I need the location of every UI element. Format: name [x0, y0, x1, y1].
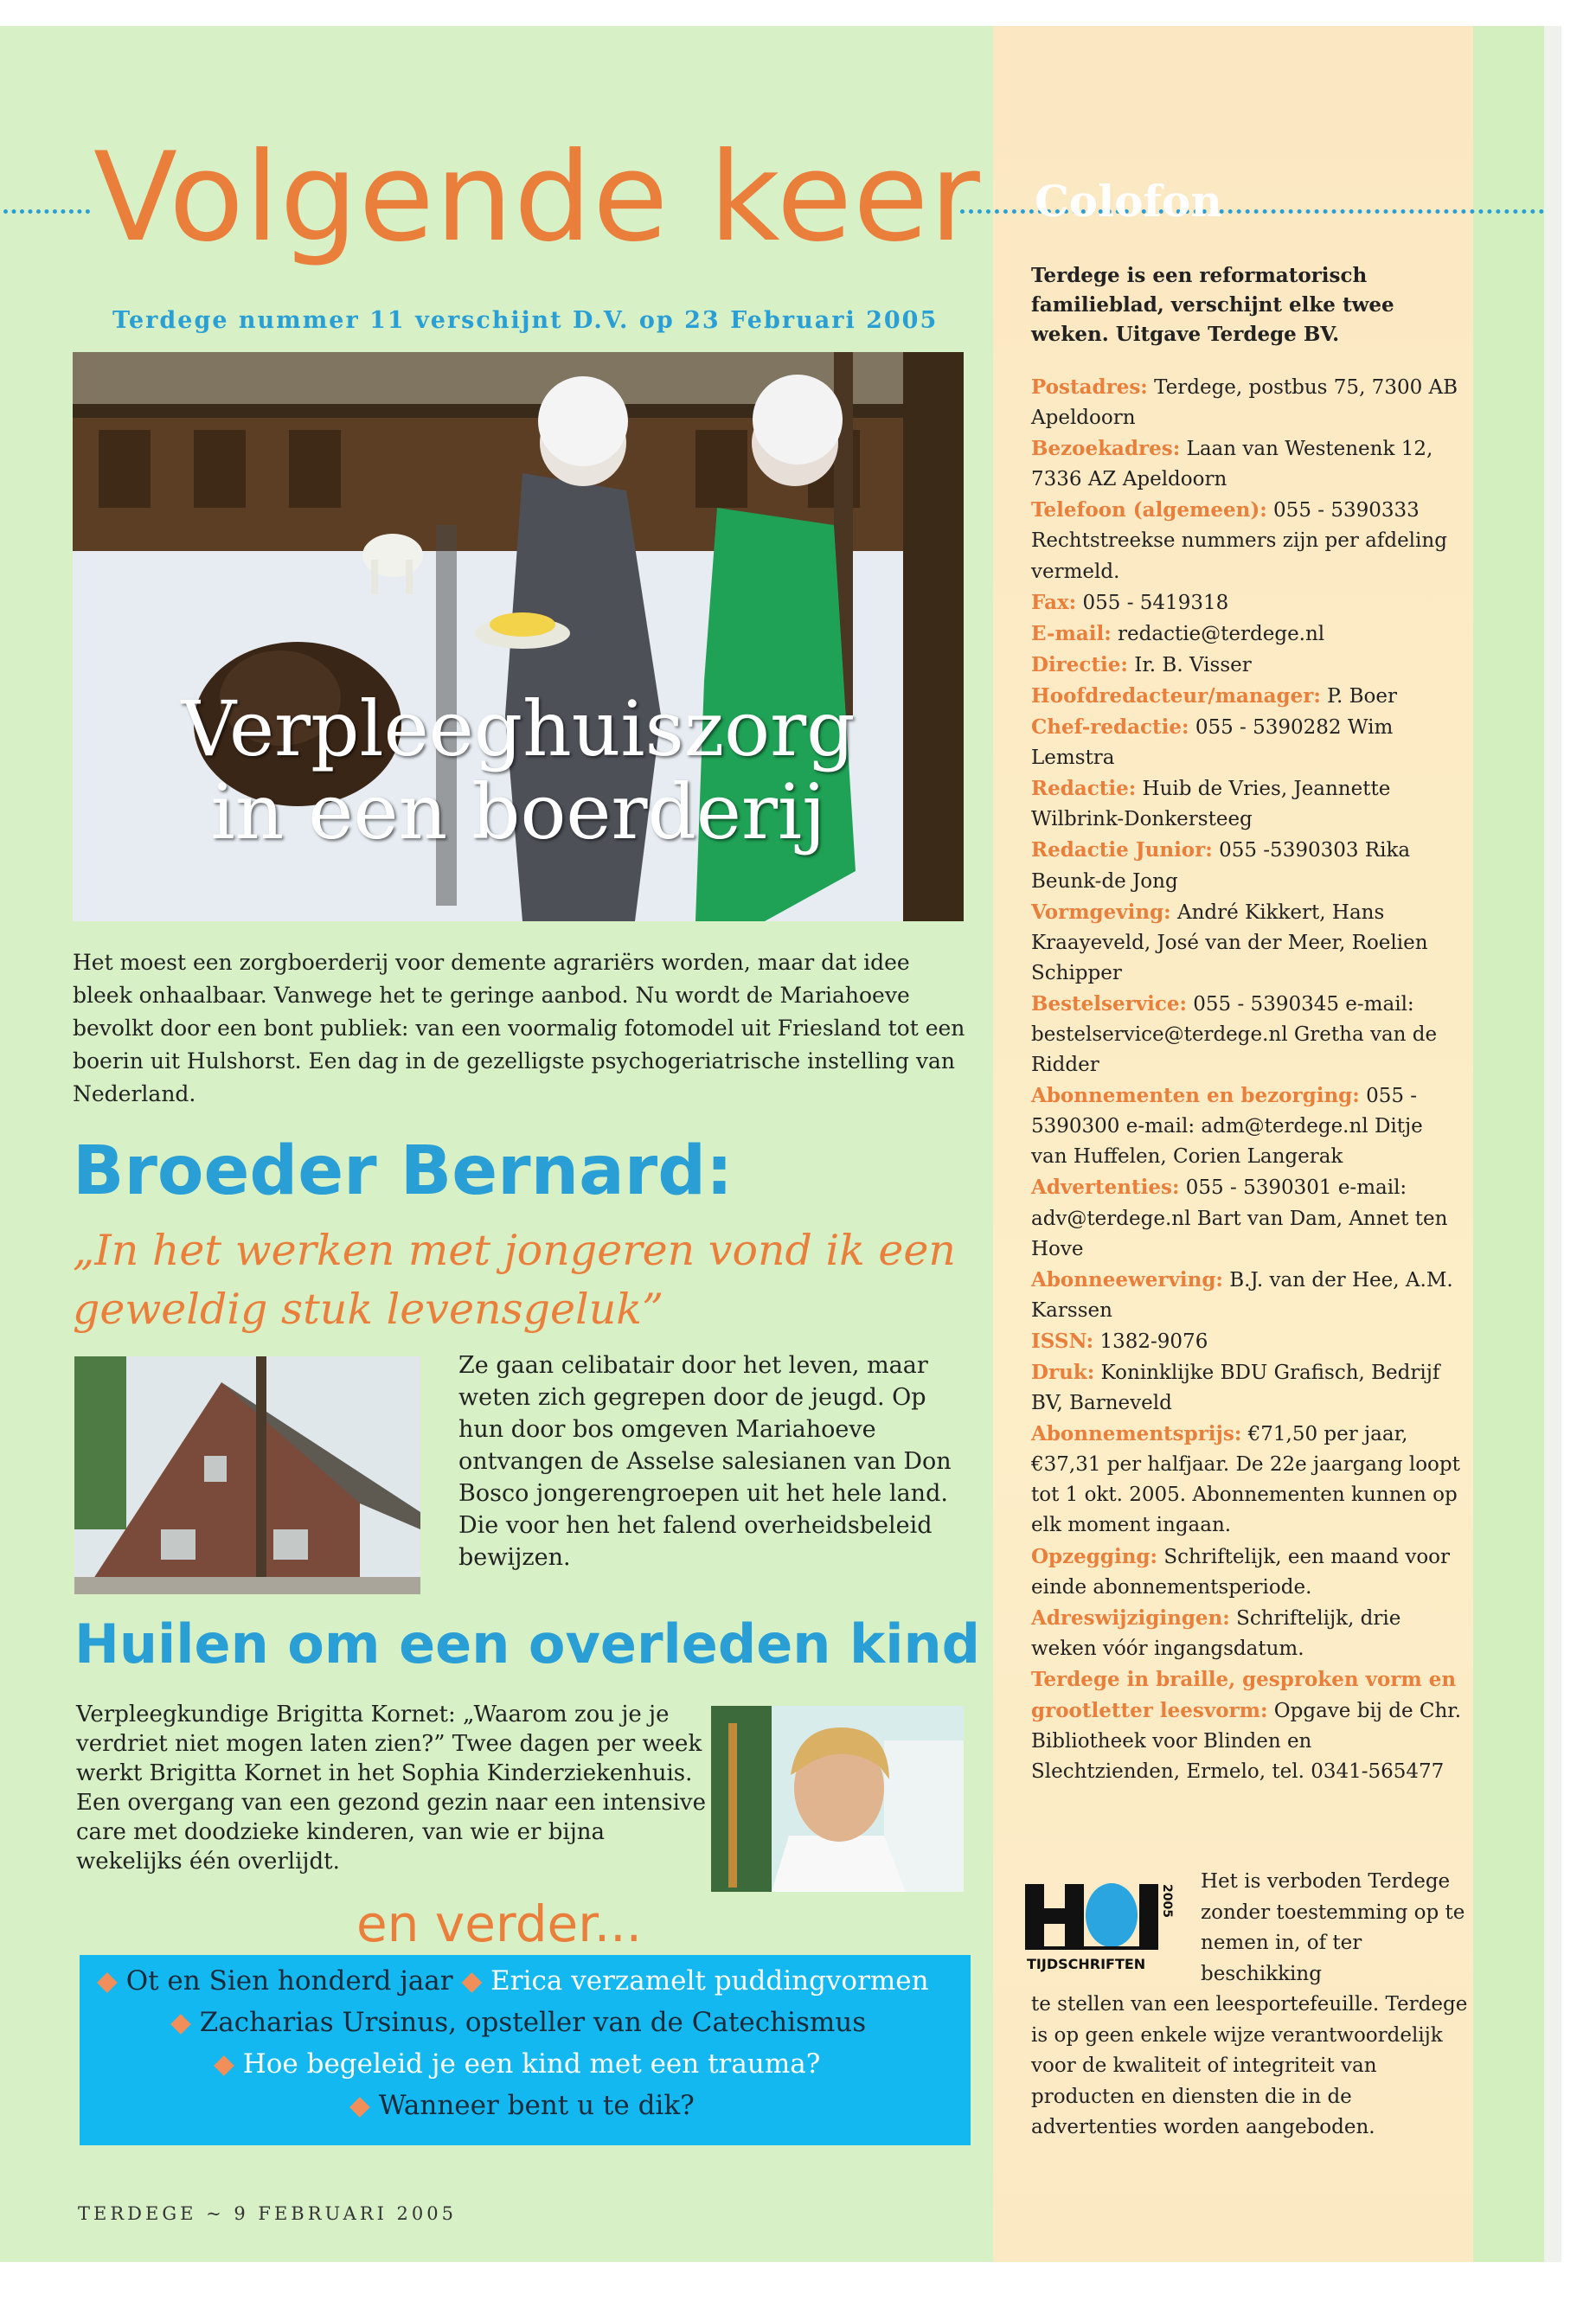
photo-headline-line1: Verpleeghuiszorg: [181, 684, 856, 773]
colofon-entry-label: ISSN:: [1031, 1329, 1094, 1353]
colofon-entry-text: 055 -5390303 Rika Beunk-de Jong: [1031, 839, 1411, 893]
bullet-icon: ◆: [349, 2090, 370, 2121]
colofon-entry-text: Terdege, postbus 75, 7300 AB Apeldoorn: [1031, 376, 1458, 430]
colofon-entry: [1031, 989, 1464, 1080]
feature-intro: Het moest een zorgboerderij voor demente agrariërs worden, maar dat idee bleek onhaalbaar. Vanwege het te geringe aanbod. Nu wordt de Mariahoeve bevolkt door een bont publiek: van een voormalig fotomodel uit Friesland tot een boerin uit Hulshorst. Een dag in de gezelligste psychogeriatrische instelling van Nederland.: [73, 950, 965, 1106]
colofon-entry-label: Hoofdredacteur/manager:: [1031, 683, 1321, 708]
verder-heading: en verder...: [356, 1894, 643, 1953]
feature-photo: [73, 352, 964, 921]
issue-subtitle: Terdege nummer 11 verschijnt D.V. op 23 Februari 2005: [112, 307, 939, 334]
verder-line-3: [214, 2048, 820, 2080]
colofon-entry-text: 055 - 5390345 e-mail: bestelservice@terdege.nl Gretha van de Ridder: [1031, 992, 1438, 1077]
colofon-entry: [1031, 835, 1464, 896]
colofon-entry-label: Terdege in braille, gesproken vorm en grootletter leesvorm:: [1031, 1667, 1457, 1723]
colofon-entry-text: P. Boer: [1327, 684, 1397, 708]
colofon-entry-text: Schriftelijk, een maand voor einde abonnementsperiode.: [1031, 1545, 1451, 1599]
svg-text:TIJDSCHRIFTEN: TIJDSCHRIFTEN: [1027, 1956, 1146, 1972]
colofon-entry-label: Fax:: [1031, 590, 1077, 614]
verder-line-4: [349, 2090, 695, 2121]
verder-item: Ot en Sien honderd jaar: [125, 1965, 453, 1997]
colofon-entry: [1031, 433, 1464, 495]
colofon-entry-label: Directie:: [1031, 652, 1128, 676]
colofon-entry-label: Redactie:: [1031, 777, 1137, 801]
colofon-entry-label: Bezoekadres:: [1031, 437, 1181, 461]
hoi-logo-mark: [1025, 1877, 1179, 1979]
colofon-entry: [1031, 372, 1464, 433]
colofon-entry-text: Schriftelijk, drie weken vóór ingangsdatum.: [1031, 1606, 1401, 1660]
huilen-heading: Huilen om een overleden kind: [74, 1612, 981, 1676]
colofon-entry-label: Chef-redactie:: [1031, 715, 1189, 740]
colofon-entry-label: Redactie Junior:: [1031, 838, 1213, 862]
page-footer: TERDEGE ~ 9 FEBRUARI 2005: [78, 2203, 457, 2224]
colofon-entry-label: Vormgeving:: [1031, 900, 1171, 924]
house-photo: [74, 1356, 420, 1594]
bullet-icon: ◆: [214, 2048, 234, 2080]
colofon-entry: [1031, 1172, 1464, 1264]
colofon-entry: [1031, 1664, 1464, 1787]
colofon-entry: [1031, 681, 1464, 712]
nurse-portrait-illustration: [711, 1706, 964, 1892]
photo-headline-line2: in een boerderij: [210, 767, 826, 856]
colofon-entry-text: 055 - 5390300 e-mail: adm@terdege.nl Ditje van Huffelen, Corien Langerak: [1031, 1085, 1423, 1169]
colofon-entry: [1031, 773, 1464, 835]
colofon-entry-text: 055 - 5390282 Wim Lemstra: [1031, 716, 1394, 770]
colofon-entry-label: E-mail:: [1031, 621, 1112, 645]
colofon-entry-label: Advertenties:: [1031, 1176, 1180, 1200]
colofon-entry-text: redactie@terdege.nl: [1118, 622, 1325, 645]
colofon-entry-text: Laan van Westenenk 12, 7336 AZ Apeldoorn: [1031, 438, 1433, 491]
verder-box: [80, 1955, 971, 2145]
copyright-notice-bottom: te stellen van een leesportefeuille. Terdege is op geen enkele wijze verantwoordelijk voor de kwaliteit of integriteit van producten en diensten die in de advertenties worden aangeboden.: [1031, 1993, 1468, 2138]
colofon-entry: [1031, 1603, 1464, 1664]
verder-item: Erica verzamelt puddingvormen: [490, 1965, 929, 1997]
bernard-paragraph: Ze gaan celibatair door het leven, maar weten zich gegrepen door de jeugd. Op hun door bos omgeven Mariahoeve ontvangen de Asselse salesianen van Don Bosco jongerengroepen uit het hele land. Die voor hen het falend overheidsbeleid bewijzen.: [458, 1352, 952, 1571]
huilen-paragraph: Verpleegkundige Brigitta Kornet: „Waarom zou je je verdriet niet mogen laten zien?” Twee dagen per week werkt Brigitta Kornet in het Sophia Kinderziekenhuis. Een overgang van een gezond gezin naar een intensive care met doodzieke kinderen, van wie er bijna wekelijks één overlijdt.: [76, 1702, 706, 1875]
colofon-entry-label: Druk:: [1031, 1361, 1095, 1384]
colofon-entry-label: Bestelservice:: [1031, 991, 1187, 1016]
bullet-icon: ◆: [97, 1965, 118, 1997]
colofon-entry-text: André Kikkert, Hans Kraayeveld, José van der Meer, Roelien Schipper: [1031, 901, 1428, 984]
colofon-list: [1031, 372, 1464, 1787]
bullet-icon: ◆: [170, 2007, 191, 2038]
colofon-entry-label: Adreswijzigingen:: [1031, 1606, 1230, 1630]
colofon-entry: [1031, 1080, 1464, 1172]
colofon-entry-label: Abonneewerving:: [1031, 1267, 1223, 1292]
colofon-entry-text: €71,50 per jaar, €37,31 per halfjaar. De 22e jaargang loopt tot 1 okt. 2005. Abonnementen kunnen op elk moment ingaan.: [1031, 1423, 1460, 1537]
nurse-photo: [711, 1706, 964, 1892]
colofon-entry-text: Koninklijke BDU Grafisch, Bedrijf BV, Barneveld: [1031, 1362, 1440, 1415]
colofon-entry-text: B.J. van der Hee, A.M. Karssen: [1031, 1268, 1453, 1322]
colofon-entry-label: Abonnementen en bezorging:: [1031, 1084, 1360, 1108]
colofon-entry-label: Abonnementsprijs:: [1031, 1422, 1242, 1446]
copyright-notice-top: Het is verboden Terdege zonder toestemming op te nemen in, of ter beschikking: [1201, 1870, 1465, 1985]
colofon-entry: [1031, 495, 1464, 586]
svg-text:2005: 2005: [1160, 1884, 1174, 1918]
verder-item: Wanneer bent u te dik?: [378, 2090, 695, 2121]
verder-line-2: [170, 2007, 866, 2038]
page-margin-strip: [1473, 26, 1544, 2262]
verder-item: Zacharias Ursinus, opsteller van de Catechismus: [199, 2007, 867, 2038]
colofon-entry-text: Opgave bij de Chr. Bibliotheek voor Blinden en Slechtzienden, Ermelo, tel. 0341-565477: [1031, 1700, 1462, 1784]
colofon-entry-label: Postadres:: [1031, 375, 1148, 399]
bullet-icon: ◆: [461, 1965, 483, 1997]
photo-headline: [73, 684, 964, 856]
page-title: Volgende keer: [93, 126, 981, 269]
colofon-entry-text: 055 - 5419318: [1082, 591, 1229, 614]
colofon-entry: [1031, 897, 1464, 989]
verder-item: Hoe begeleid je een kind met een trauma?: [242, 2048, 821, 2080]
brick-house-illustration: [74, 1356, 420, 1594]
colofon-entry-label: Telefoon (algemeen):: [1031, 498, 1267, 522]
colofon-entry: [1031, 1419, 1464, 1541]
colofon-entry-text: 055 - 5390301 e-mail: adv@terdege.nl Bart van Dam, Annet ten Hove: [1031, 1176, 1448, 1260]
colofon-entry-text: Huib de Vries, Jeannette Wilbrink-Donkersteeg: [1031, 778, 1391, 831]
colofon-entry-text: 055 - 5390333 Rechtstreekse nummers zijn per afdeling vermeld.: [1031, 499, 1447, 583]
colofon-entry: [1031, 1541, 1464, 1603]
colofon-entry: [1031, 1357, 1464, 1419]
colofon-entry: [1031, 587, 1464, 619]
colofon-entry-text: 1382-9076: [1099, 1330, 1208, 1353]
colofon-entry: [1031, 1326, 1464, 1357]
colofon-entry: [1031, 712, 1464, 773]
colofon-entry: [1031, 1265, 1464, 1326]
colofon-entry: [1031, 619, 1464, 650]
page-edge: [1544, 26, 1561, 2262]
colofon-entry-text: Ir. B. Visser: [1134, 653, 1252, 676]
colofon-entry: [1031, 650, 1464, 681]
colofon-title: Colofon: [1035, 176, 1222, 227]
bernard-quote: „In het werken met jongeren vond ik een geweldig stuk levensgeluk”: [73, 1226, 956, 1334]
colofon-entry-label: Opzegging:: [1031, 1544, 1158, 1568]
bernard-heading: Broeder Bernard:: [73, 1132, 734, 1210]
hoi-logo: [1025, 1877, 1179, 1979]
title-dotted-rule-left: [3, 209, 90, 214]
magazine-page: [0, 26, 1544, 2262]
verder-line-1: [97, 1965, 929, 1997]
colofon-intro: Terdege is een reformatorisch familieblad, verschijnt elke twee weken. Uitgave Terdege BV.: [1031, 264, 1394, 346]
